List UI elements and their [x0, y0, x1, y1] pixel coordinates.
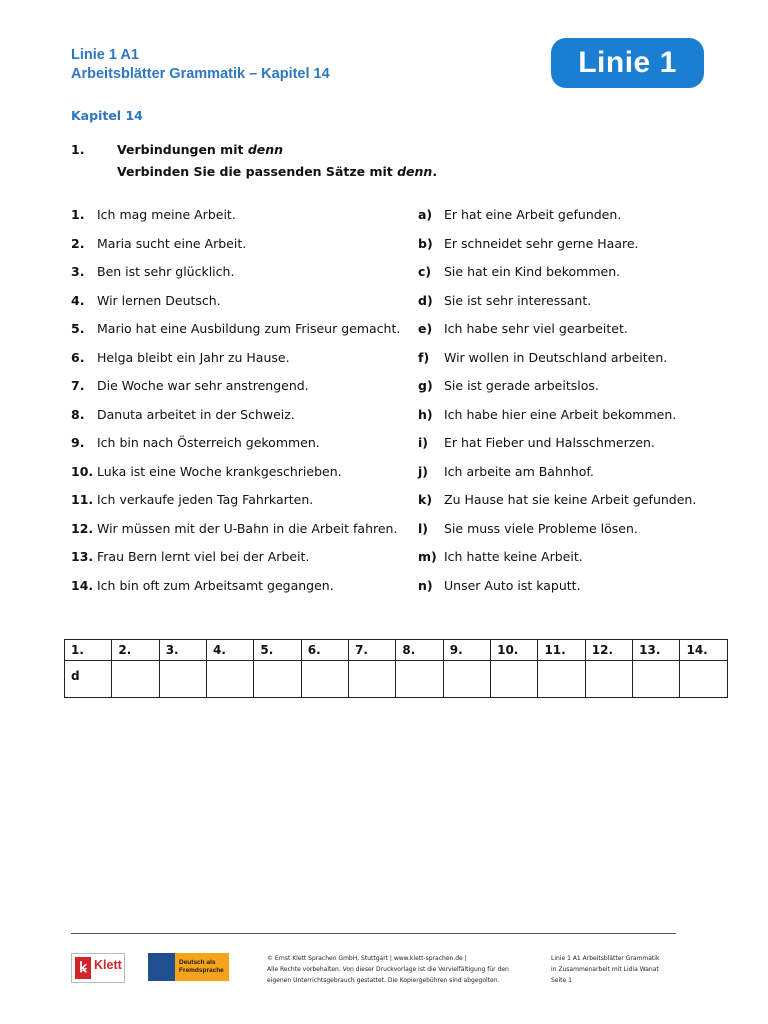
exercise-title: Verbindungen mit denn — [117, 142, 284, 157]
sentence-right-item-number: j) — [418, 463, 428, 479]
answer-header-cell: 8. — [396, 640, 443, 661]
chapter-heading: Kapitel 14 — [71, 108, 143, 123]
answer-input-cell[interactable] — [396, 661, 443, 698]
sentence-right-item-number: d) — [418, 292, 433, 308]
answer-header-cell: 4. — [207, 640, 254, 661]
footer-info-line: in Zusammenarbeit mit Lidia Wanat — [551, 966, 659, 973]
sentence-right-item-text: Unser Auto ist kaputt. — [444, 577, 581, 593]
answer-header-cell: 12. — [585, 640, 632, 661]
title-line-1: Linie 1 A1 — [71, 47, 139, 63]
sentence-left-item-text: Wir müssen mit der U-Bahn in die Arbeit fahren. — [97, 520, 398, 536]
klett-mark-icon: ꝃ — [75, 957, 91, 979]
answer-header-cell: 11. — [538, 640, 585, 661]
sentence-right-item-number: l) — [418, 520, 428, 536]
sentence-right-item-number: f) — [418, 349, 430, 365]
sentence-left-item-text: Ich bin oft zum Arbeitsamt gegangen. — [97, 577, 334, 593]
answer-header-cell: 9. — [443, 640, 490, 661]
sentence-right-item-text: Sie muss viele Probleme lösen. — [444, 520, 638, 536]
answer-input-cell[interactable] — [112, 661, 159, 698]
answer-header-cell: 3. — [159, 640, 206, 661]
footer-copyright — [267, 953, 509, 986]
sentence-right-item-number: m) — [418, 549, 437, 564]
answer-table-answer-row — [65, 661, 728, 698]
sentence-right-item-text: Sie hat ein Kind bekommen. — [444, 264, 621, 279]
sentence-left-item-text: Ich mag meine Arbeit. — [97, 207, 236, 222]
sentence-left-item-number: 4. — [71, 292, 85, 308]
footer-page-number: Seite 1 — [551, 977, 572, 984]
sentence-right-item-text: Er schneidet sehr gerne Haare. — [444, 235, 639, 251]
answer-header-cell: 5. — [254, 640, 301, 661]
exercise-instruction: Verbinden Sie die passenden Sätze mit denn. — [117, 164, 438, 179]
sentence-right-item-text: Ich habe hier eine Arbeit bekommen. — [444, 406, 677, 422]
sentence-left-item-number: 6. — [71, 349, 85, 365]
sentence-left-item-text: Frau Bern lernt viel bei der Arbeit. — [97, 549, 310, 564]
answer-header-cell: 13. — [633, 640, 680, 661]
exercise-instruction-italic: denn — [397, 164, 433, 179]
answer-header-cell: 1. — [65, 640, 112, 661]
sentence-left-item-number: 7. — [71, 378, 85, 393]
sentence-left-item-number: 3. — [71, 264, 85, 279]
footer-copyright-line: eigenen Unterrichtsgebrauch gestattet. Die Kopiergebühren sind abgegolten. — [267, 977, 500, 984]
answer-header-cell: 2. — [112, 640, 159, 661]
sentence-right-item-text: Er hat eine Arbeit gefunden. — [444, 207, 622, 222]
sentence-left-item-number: 1. — [71, 207, 85, 222]
answer-header-cell: 14. — [680, 640, 728, 661]
linie1-logo: Linie 1 — [551, 38, 704, 88]
answer-input-cell[interactable] — [254, 661, 301, 698]
sentence-right-item-text: Sie ist sehr interessant. — [444, 292, 592, 308]
footer-copyright-line: Alle Rechte vorbehalten. Von dieser Druckvorlage ist die Vervielfältigung für den — [267, 966, 509, 973]
answer-input-cell[interactable] — [538, 661, 585, 698]
sentence-right-item-number: h) — [418, 406, 433, 422]
sentence-left-item-text: Mario hat eine Ausbildung zum Friseur gemacht. — [97, 321, 401, 336]
sentence-right-item-text: Ich arbeite am Bahnhof. — [444, 463, 594, 479]
sentence-left-item-text: Danuta arbeitet in der Schweiz. — [97, 406, 295, 422]
footer-info-line: Linie 1 A1 Arbeitsblätter Grammatik — [551, 955, 660, 962]
answer-table-header-row — [65, 640, 728, 661]
sentence-left-item-number: 14. — [71, 577, 94, 593]
sentence-left-item-number: 12. — [71, 520, 94, 536]
sentence-right-item-number: e) — [418, 321, 433, 336]
daf-logo-text: Deutsch als Fremdsprache — [175, 953, 229, 981]
daf-logo — [148, 953, 229, 981]
sentence-left-item-text: Maria sucht eine Arbeit. — [97, 235, 247, 251]
klett-logo — [71, 953, 125, 983]
worksheet-title — [71, 46, 330, 84]
title-line-2: Arbeitsblätter Grammatik – Kapitel 14 — [71, 66, 330, 82]
sentence-left-item-number: 5. — [71, 321, 85, 336]
answer-input-cell[interactable] — [491, 661, 538, 698]
exercise-number: 1. — [71, 142, 85, 157]
exercise-title-italic: denn — [247, 142, 284, 157]
sentence-right-item-number: a) — [418, 207, 433, 222]
answer-input-cell[interactable] — [443, 661, 490, 698]
sentence-left-item-text: Wir lernen Deutsch. — [97, 292, 221, 308]
answer-input-cell[interactable] — [301, 661, 348, 698]
sentence-left-item-number: 11. — [71, 492, 94, 507]
sentence-right-item-text: Ich hatte keine Arbeit. — [444, 549, 583, 564]
answer-input-cell[interactable] — [680, 661, 728, 698]
sentence-left-item-text: Die Woche war sehr anstrengend. — [97, 378, 309, 393]
sentence-right-item-text: Er hat Fieber und Halsschmerzen. — [444, 435, 655, 450]
sentence-left-item-text: Helga bleibt ein Jahr zu Hause. — [97, 349, 290, 365]
sentence-left-item-number: 8. — [71, 406, 85, 422]
sentence-right-item-number: c) — [418, 264, 432, 279]
answer-header-cell: 10. — [491, 640, 538, 661]
sentence-left-item-number: 2. — [71, 235, 85, 251]
sentence-left-item-text: Ben ist sehr glücklich. — [97, 264, 235, 279]
sentence-right-item-number: g) — [418, 378, 433, 393]
footer-divider — [71, 933, 676, 934]
sentence-left-item-text: Luka ist eine Woche krankgeschrieben. — [97, 463, 342, 479]
answer-table — [64, 639, 728, 698]
sentence-right-item-number: n) — [418, 577, 433, 593]
sentence-right-item-number: k) — [418, 492, 433, 507]
sentence-right-item-text: Wir wollen in Deutschland arbeiten. — [444, 349, 668, 365]
klett-logo-text: Klett — [94, 958, 122, 972]
sentence-left-item-text: Ich verkaufe jeden Tag Fahrkarten. — [97, 492, 314, 507]
footer-copyright-line: © Ernst Klett Sprachen GmbH, Stuttgart | www.klett-sprachen.de | — [267, 955, 467, 962]
sentence-left-item-number: 9. — [71, 435, 85, 450]
answer-input-cell[interactable] — [349, 661, 396, 698]
answer-input-cell[interactable]: d — [65, 661, 112, 698]
sentence-right-item-text: Ich habe sehr viel gearbeitet. — [444, 321, 628, 336]
sentence-left-item-text: Ich bin nach Österreich gekommen. — [97, 435, 320, 450]
sentence-right-item-number: i) — [418, 435, 428, 450]
answer-header-cell: 7. — [349, 640, 396, 661]
answer-header-cell: 6. — [301, 640, 348, 661]
footer-info — [551, 953, 659, 986]
answer-input-cell[interactable] — [633, 661, 680, 698]
sentence-right-item-number: b) — [418, 235, 433, 251]
answer-input-cell[interactable] — [585, 661, 632, 698]
sentence-left-item-number: 10. — [71, 463, 94, 479]
sentence-left-item-number: 13. — [71, 549, 94, 564]
answer-input-cell[interactable] — [159, 661, 206, 698]
answer-input-cell[interactable] — [207, 661, 254, 698]
sentence-right-item-text: Sie ist gerade arbeitslos. — [444, 378, 599, 393]
sentence-right-item-text: Zu Hause hat sie keine Arbeit gefunden. — [444, 492, 697, 507]
